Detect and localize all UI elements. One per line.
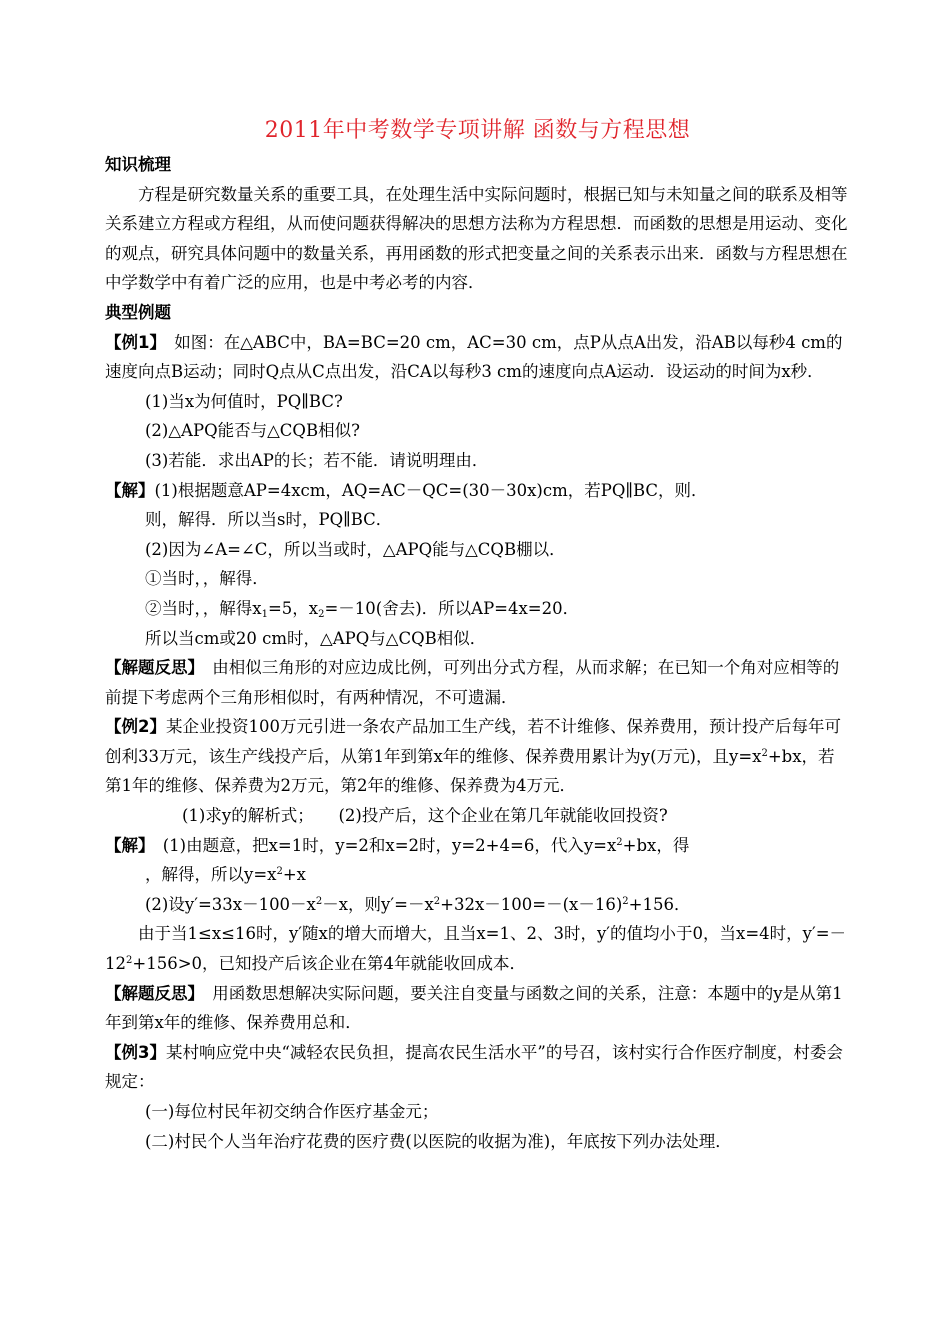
example-1-solution-line-6: 所以当cm或20 cm时，△APQ与△CQB相似．	[145, 628, 487, 648]
example-1-text: 如图：在△ABC中，BA=BC=20 cm，AC=30 cm，点P从点A出发，沿AB以每秒4 cm的速度向点B运动；同时Q点从C点出发，沿CA以每秒3 cm的速度向点A运动．设运动的时间为x秒．	[105, 332, 843, 382]
document-page	[105, 112, 850, 1156]
example-2-reflection: 【解题反思】 用函数思想解决实际问题，要关注自变量与函数之间的关系，注意：本题中的y是从第1年到第x年的维修、保养费用总和．	[105, 983, 843, 1033]
example-1-solution-line-5: ②当时，，解得$x_1=5$，$x_2=-10$(舍去)．所以AP=4x=20．	[145, 598, 580, 620]
solution-label: 【解】	[105, 835, 147, 855]
example-3-label: 【例3】	[105, 1042, 166, 1062]
example-2-solution-line-3: (2)设$y'=33x-100-x^2-x$，则$y'=-x^2+32x-100=-(x-16)^2+156$．	[145, 894, 691, 914]
section-heading-examples: 典型例题	[105, 302, 171, 322]
example-1-solution-line-2: 则，解得．所以当s时，PQ∥BC．	[145, 510, 393, 530]
example-1-question-2: (2)△APQ能否与△CQB相似?	[145, 421, 360, 441]
example-2-label: 【例2】	[105, 717, 166, 737]
knowledge-paragraph: 方程是研究数量关系的重要工具，在处理生活中实际问题时，根据已知与未知量之间的联系及相等关系建立方程或方程组，从而使问题获得解决的思想方法称为方程思想．而函数的思想是用运动、变化的观点，研究具体问题中的数量关系，再用函数的形式把变量之间的关系表示出来．函数与方程思想在中学数学中有着广泛的应用，也是中考必考的内容．	[105, 184, 848, 293]
section-heading-knowledge: 知识梳理	[105, 155, 171, 174]
example-1-reflection: 【解题反思】 由相似三角形的对应边成比例，可列出分式方程，从而求解；在已知一个角对应相等的前提下考虑两个三角形相似时，有两种情况，不可遗漏．	[105, 658, 840, 707]
example-1-solution-line-1: 【解】(1)根据题意AP=4xcm，AQ=AC－QC=(30－30x)cm，若PQ∥BC，则．	[105, 480, 708, 500]
example-2-solution-line-2: ，解得，所以$y=x^2+x$	[145, 865, 306, 885]
example-1-solution-line-3: (2)因为∠A=∠C，所以当或时，△APQ能与△CQB棚以．	[145, 539, 566, 559]
example-2-statement: 【例2】某企业投资100万元引进一条农产品加工生产线，若不计维修、保养费用，预计投产后每年可创利33万元，该生产线投产后，从第1年到第x年的维修、保养费用累计为y(万元)，且$y=x^2+bx$，若第1年的维修、保养费为2万元，第2年的维修、保养费为4万元．	[105, 717, 841, 796]
example-2-questions: (1)求y的解析式； (2)投产后，这个企业在第几年就能收回投资?	[182, 806, 668, 826]
example-1-label: 【例1】	[105, 332, 158, 352]
reflection-label: 【解题反思】	[105, 658, 196, 678]
page-title: 2011年中考数学专项讲解 函数与方程思想	[264, 118, 691, 143]
example-3-statement: 【例3】某村响应党中央“减轻农民负担，提高农民生活水平”的号召，该村实行合作医疗制度，村委会规定：	[105, 1042, 843, 1092]
example-1-solution-line-4: ①当时，，解得．	[145, 569, 269, 589]
solution-label: 【解】	[105, 480, 155, 500]
reflection-label: 【解题反思】	[105, 983, 196, 1003]
example-2-solution-line-4: 由于当1≤x≤16时，y′随x的增大而增大，且当x=1、2、3时，y′的值均小于0，当x=4时，$y'=-12^2+156>0$，已知投产后该企业在第4年就能收回成本．	[105, 924, 847, 974]
example-1-question-3: (3)若能．求出AP的长；若不能．请说明理由．	[145, 450, 489, 470]
example-1-statement	[105, 328, 850, 387]
example-2-solution-line-1: 【解】 (1)由题意，把x=1时，y=2和x=2时，y=2+4=6，代入$y=x^2+bx$，得	[105, 835, 690, 855]
example-3-rule-1: (一)每位村民年初交纳合作医疗基金元；	[145, 1102, 439, 1121]
example-1-question-1: (1)当x为何值时，PQ∥BC?	[145, 391, 343, 411]
example-3-rule-2: (二)村民个人当年治疗花费的医疗费(以医院的收据为准)，年底按下列办法处理．	[145, 1131, 732, 1151]
